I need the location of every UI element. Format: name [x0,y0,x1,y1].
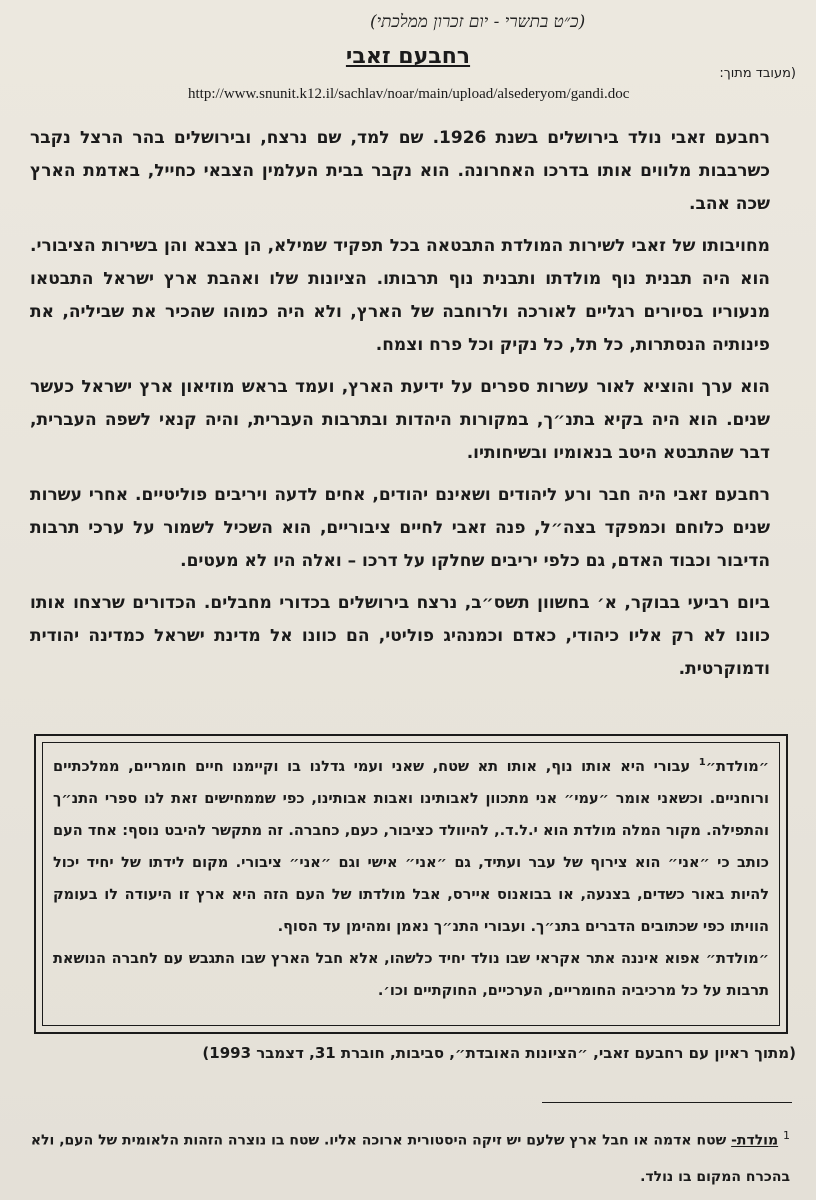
footnote-mark: 1 [783,1129,790,1142]
quote-box [34,734,788,1034]
page-title: רחבעם זאבי [345,44,471,69]
quote-paragraph [53,747,769,943]
paragraph: הוא ערך והוציא לאור עשרות ספרים על ידיעת הארץ, ועמד בראש מוזיאון ארץ ישראל כעשר שנים. הוא היה בקיא בתנ״ך, במקורות היהדות ובתרבות העברית, והיה קנאי לשפה העברית, דבר שהתבטא היטב בנאומיו ובשיחותיו. [30,377,770,463]
paragraph: ביום רביעי בבוקר, א׳ בחשוון תשס״ב, נרצח בירושלים בכדורי מחבלים. הכדורים שרצחו אותו כוונו לא רק אליו כיהודי, כאדם וכמנהיג פוליטי, הם כוונו אל מדינת ישראל כמדינה יהודית ודמוקרטית. [30,593,770,679]
footnote-divider [542,1102,792,1103]
handwritten-note: (כ״ט בתשרי - יום זכרון ממלכתי) [370,12,586,32]
paragraph: רחבעם זאבי היה חבר ורע ליהודים ושאינם יהודים, אחים לדעה ויריבים פוליטיים. אחרי עשרות שנים כלוחם וכמפקד בצה״ל, פנה זאבי לחיים ציבוריים, הוא השכיל לשמור על ערכי תרבות הדיבור וכבוד האדם, גם כלפי יריבים שחלקו על דרכו – ואלה היו לא מעטים. [30,485,770,571]
quote-text: עבורי היא אותו נוף, אותו תא שטח, שאני ועמי גדלנו בו וקיימנו חיים חומריים, ממלכתיים ורוחניים. וכשאני אומר ״עמי״ אני מתכוון לאבותינו ואבות אבותינו, כפי שממחישים זאת לנו ספרי התנ״ך והתפילה. מקור המלה מולדת הוא י.ל.ד., להיוולד כציבור, כעם, כחברה. זה מתקשר להיבט נוסף: אחד העם כותב כי ״אני״ הוא צירוף של עבר ועתיד, גם ״אני״ אישי וגם ״אני״ ציבורי. מקום לידתו של יחיד יכול להיות באור כשדים, בצנעה, או בבואנוס איירס, אבל מולדתו של העם הזה היא ארץ זו היעודה לו בעומק הוויתו כפי שכתובים הדברים בתנ״ך. ועבורי התנ״ך נאמן ומהימן עד הסוף. [53,758,769,935]
paragraph: מחויבותו של זאבי לשירות המולדת התבטאה בכל תפקיד שמילא, הן בצבא והן בשירות הציבורי. הוא היה תבנית נוף מולדתו ותבנית נוף תרבותו. הציונות שלו ואהבת ארץ ישראל התבטאו מנעוריו בסיורים רגליים לאורכה ולרוחבה של הארץ, ולא היה כמוהו שהכיר את שביליה, את פינותיה הנסתרות, כל תל, כל נקיק וכל פרח וצמח. [30,236,770,355]
quote-paragraph: ״מולדת״ אפוא איננה אתר אקראי שבו נולד יחיד כלשהו, אלא חבל הארץ שבו התגבש עם לחברה הנושאת תרבות על כל מרכיביה החומריים, הערכיים, החוקתיים וכו׳. [53,950,769,999]
footnote-term: מולדת- [731,1132,779,1149]
citation: (מתוך ראיון עם רחבעם זאבי, ״הציונות האובדת״, סביבות, חוברת 31, דצמבר 1993) [202,1044,796,1062]
paragraph: רחבעם זאבי נולד בירושלים בשנת 1926. שם למד, שם נרצח, ובירושלים בהר הרצל נקבר כשרבבות מלווים אותו בדרכו האחרונה. הוא נקבר בבית העלמין הצבאי כחייל, באדמת הארץ שכה אהב. [30,128,770,214]
article-body [30,122,770,695]
quote-box-inner [42,742,780,1026]
footnote [30,1118,790,1195]
source-label: (מעובד מתוך: [719,66,796,81]
quote-term: ״מולדת״ [705,758,769,775]
source-url: http://www.snunit.k12.il/sachlav/noar/main/upload/alsederyom/gandi.doc [188,86,630,102]
footnote-text: שטח אדמה או חבל ארץ שלעם יש זיקה היסטורית ארוכה אליו. שטח בו נוצרה הזהות הלאומית של העם, ולא בהכרח המקום בו נולד. [30,1132,790,1185]
footnote-ref: 1 [698,757,706,768]
